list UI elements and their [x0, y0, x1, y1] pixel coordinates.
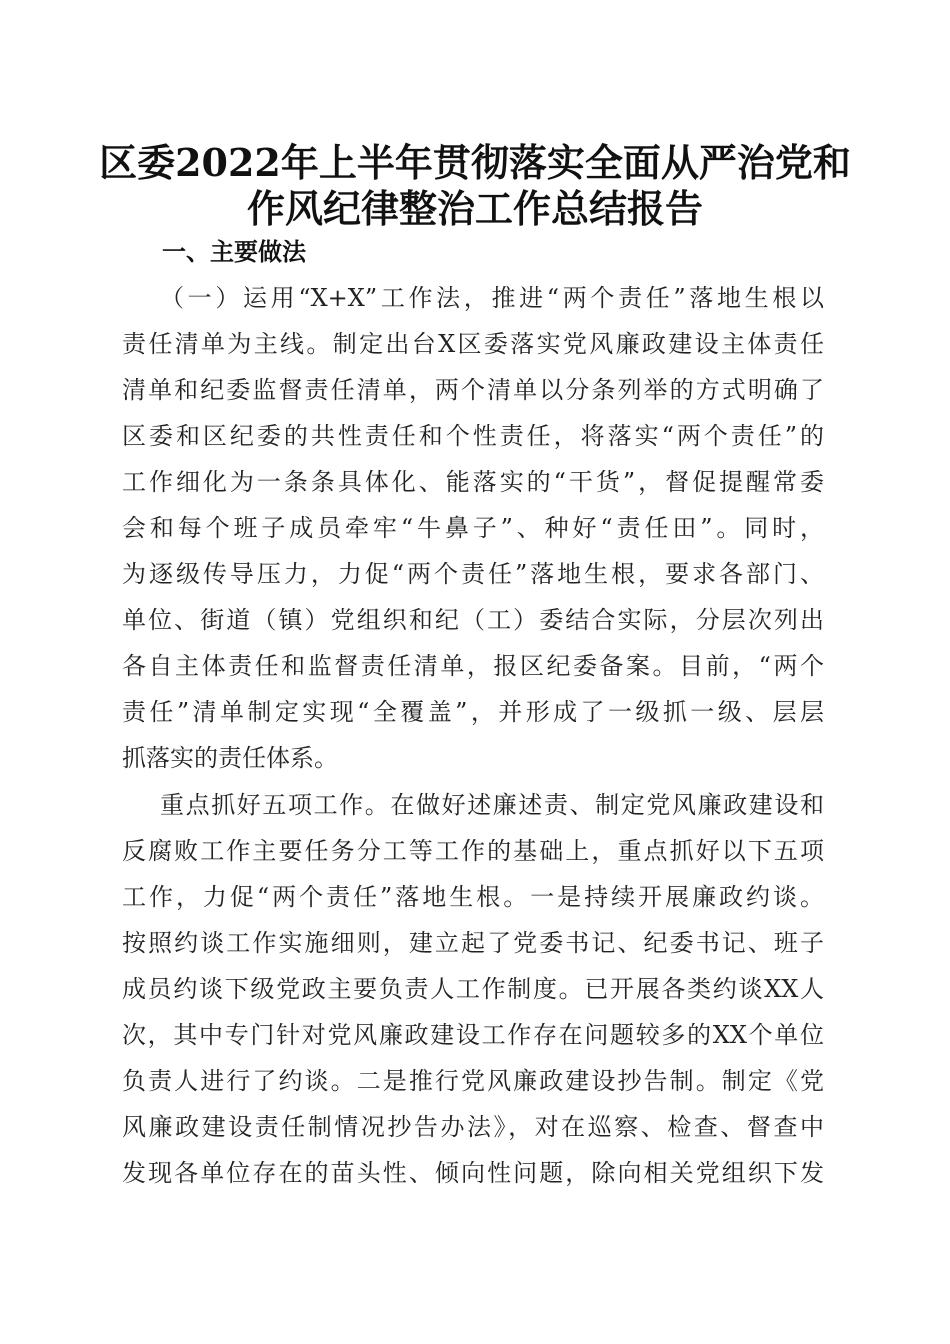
paragraph-1-line: 区委和区纪委的共性责任和个性责任，将落实“两个责任”的	[122, 422, 824, 450]
paragraph-1-line: 为逐级传导压力，力促“两个责任”落地生根，要求各部门、	[122, 560, 824, 588]
paragraph-1-line: 会和每个班子成员牵牢“牛鼻子”、种好“责任田”。同时，	[122, 514, 824, 542]
paragraph-1-line: 各自主体责任和监督责任清单，报区纪委备案。目前，“两个	[122, 652, 824, 680]
paragraph-1-line: （一）运用“X+X”工作法，推进“两个责任”落地生根以	[160, 284, 824, 312]
paragraph-2-line: 重点抓好五项工作。在做好述廉述责、制定党风廉政建设和	[160, 791, 824, 819]
paragraph-2-line: 风廉政建设责任制情况抄告办法》，对在巡察、检查、督查中	[122, 1113, 824, 1141]
paragraph-1-line: 工作细化为一条条具体化、能落实的“干货”，督促提醒常委	[122, 468, 824, 496]
document-title-line-1: 区委2022年上半年贯彻落实全面从严治党和	[99, 140, 851, 185]
paragraph-1-line: 单位、街道（镇）党组织和纪（工）委结合实际，分层次列出	[122, 606, 824, 634]
paragraph-2-line: 反腐败工作主要任务分工等工作的基础上，重点抓好以下五项	[122, 837, 824, 865]
document-title-line-2: 作风纪律整治工作总结报告	[246, 186, 703, 231]
paragraph-2-line: 次，其中专门针对党风廉政建设工作存在问题较多的XX个单位	[122, 1021, 824, 1049]
paragraph-1-line: 清单和纪委监督责任清单，两个清单以分条列举的方式明确了	[122, 376, 824, 404]
paragraph-2-line: 按照约谈工作实施细则，建立起了党委书记、纪委书记、班子	[122, 929, 824, 957]
paragraph-1-line: 责任清单为主线。制定出台X区委落实党风廉政建设主体责任	[122, 330, 824, 358]
paragraph-1-line: 抓落实的责任体系。	[122, 744, 338, 772]
paragraph-2-line: 工作，力促“两个责任”落地生根。一是持续开展廉政约谈。	[122, 883, 824, 911]
paragraph-1-line: 责任”清单制定实现“全覆盖”，并形成了一级抓一级、层层	[122, 698, 824, 726]
section-heading: 一、主要做法	[162, 238, 306, 266]
paragraph-2-line: 负责人进行了约谈。二是推行党风廉政建设抄告制。制定《党	[122, 1067, 824, 1095]
paragraph-2-line: 发现各单位存在的苗头性、倾向性问题，除向相关党组织下发	[122, 1159, 824, 1187]
paragraph-2-line: 成员约谈下级党政主要负责人工作制度。已开展各类约谈XX人	[122, 975, 824, 1003]
